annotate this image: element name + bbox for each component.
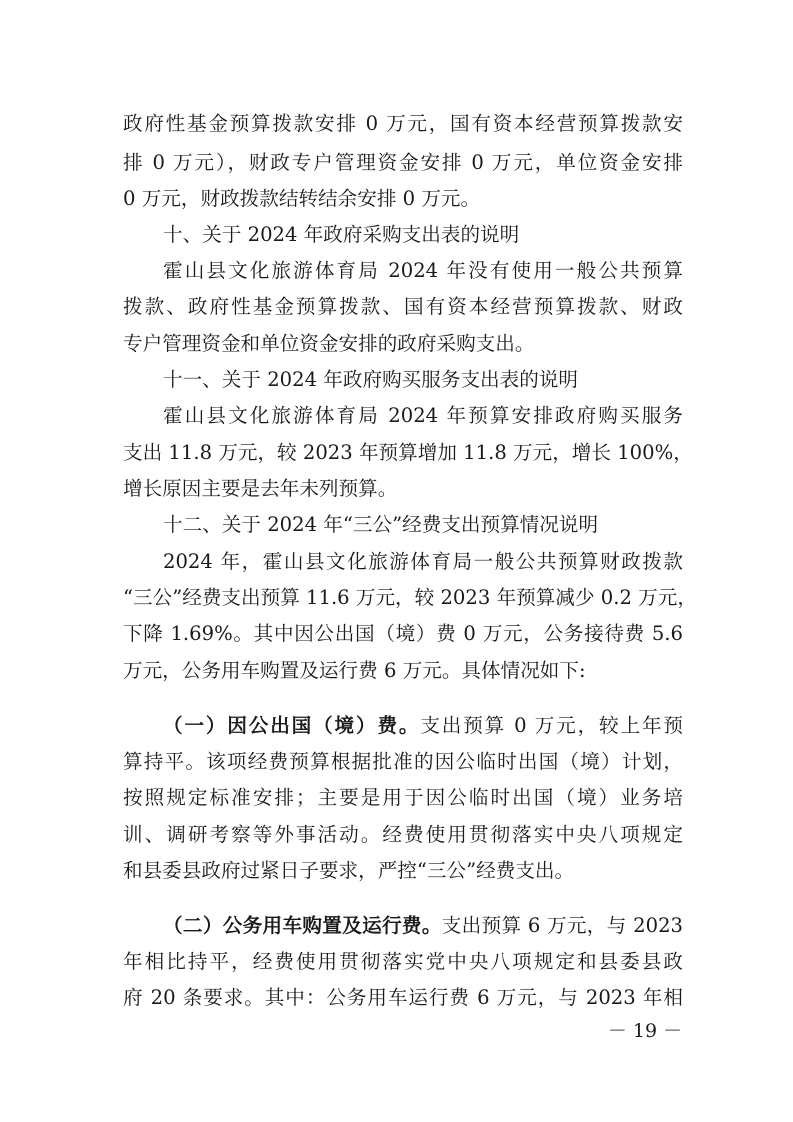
paragraph-line: 支出 11.8 万元，较 2023 年预算增加 11.8 万元，增长 100%， bbox=[123, 441, 693, 464]
paragraph-line: 政府性基金预算拨款安排 0 万元，国有资本经营预算拨款安 bbox=[123, 112, 683, 135]
paragraph-line: 下降 1.69%。其中因公出国（境）费 0 万元，公务接待费 5.6 bbox=[123, 622, 683, 645]
paragraph-line: 拨款、政府性基金预算拨款、国有资本经营预算拨款、财政 bbox=[123, 295, 683, 318]
page-number: － 19 － bbox=[607, 1020, 683, 1042]
section-heading-12: 十二、关于 2024 年“三公”经费支出预算情况说明 bbox=[163, 513, 599, 536]
paragraph-line: 和县委县政府过紧日子要求，严控“三公”经费支出。 bbox=[123, 859, 575, 882]
paragraph-line: 增长原因主要是去年未列预算。 bbox=[123, 477, 398, 500]
paragraph-line: 年相比持平，经费使用贯彻落实党中央八项规定和县委县政 bbox=[123, 950, 683, 973]
paragraph-line: 府 20 条要求。其中：公务用车运行费 6 万元，与 2023 年相 bbox=[123, 986, 683, 1009]
paragraph-line: 算持平。该项经费预算根据批准的因公临时出国（境）计划， bbox=[123, 750, 683, 773]
section-heading-11: 十一、关于 2024 年政府购买服务支出表的说明 bbox=[163, 368, 579, 391]
subsection-text: 支出预算 0 万元，较上年预 bbox=[420, 714, 683, 737]
paragraph-line: 训、调研考察等外事活动。经费使用贯彻落实中央八项规定 bbox=[123, 823, 683, 846]
paragraph-line: 按照规定标准安排；主要是用于因公临时出国（境）业务培 bbox=[123, 786, 683, 809]
subsection-heading-1: （一）因公出国（境）费。 bbox=[163, 714, 421, 737]
paragraph-line: 万元，公务用车购置及运行费 6 万元。具体情况如下: bbox=[123, 659, 586, 682]
subsection-heading-2: （二）公务用车购置及运行费。 bbox=[163, 914, 442, 937]
paragraph-line: 排 0 万元），财政专户管理资金安排 0 万元，单位资金安排 bbox=[123, 151, 683, 174]
paragraph-line: 霍山县文化旅游体育局 2024 年没有使用一般公共预算 bbox=[163, 259, 683, 282]
subsection-text: 支出预算 6 万元，与 2023 bbox=[441, 914, 684, 937]
paragraph-line: 0 万元，财政拨款结转结余安排 0 万元。 bbox=[123, 187, 481, 210]
subsection-line bbox=[163, 711, 683, 741]
section-heading-10: 十、关于 2024 年政府采购支出表的说明 bbox=[163, 223, 520, 246]
paragraph-line: 2024 年，霍山县文化旅游体育局一般公共预算财政拨款 bbox=[163, 550, 683, 573]
paragraph-line: 霍山县文化旅游体育局 2024 年预算安排政府购买服务 bbox=[163, 404, 683, 427]
paragraph-line: 专户管理资金和单位资金安排的政府采购支出。 bbox=[123, 332, 535, 355]
subsection-line bbox=[163, 911, 683, 941]
paragraph-line: “三公”经费支出预算 11.6 万元，较 2023 年预算减少 0.2 万元， bbox=[123, 586, 697, 609]
